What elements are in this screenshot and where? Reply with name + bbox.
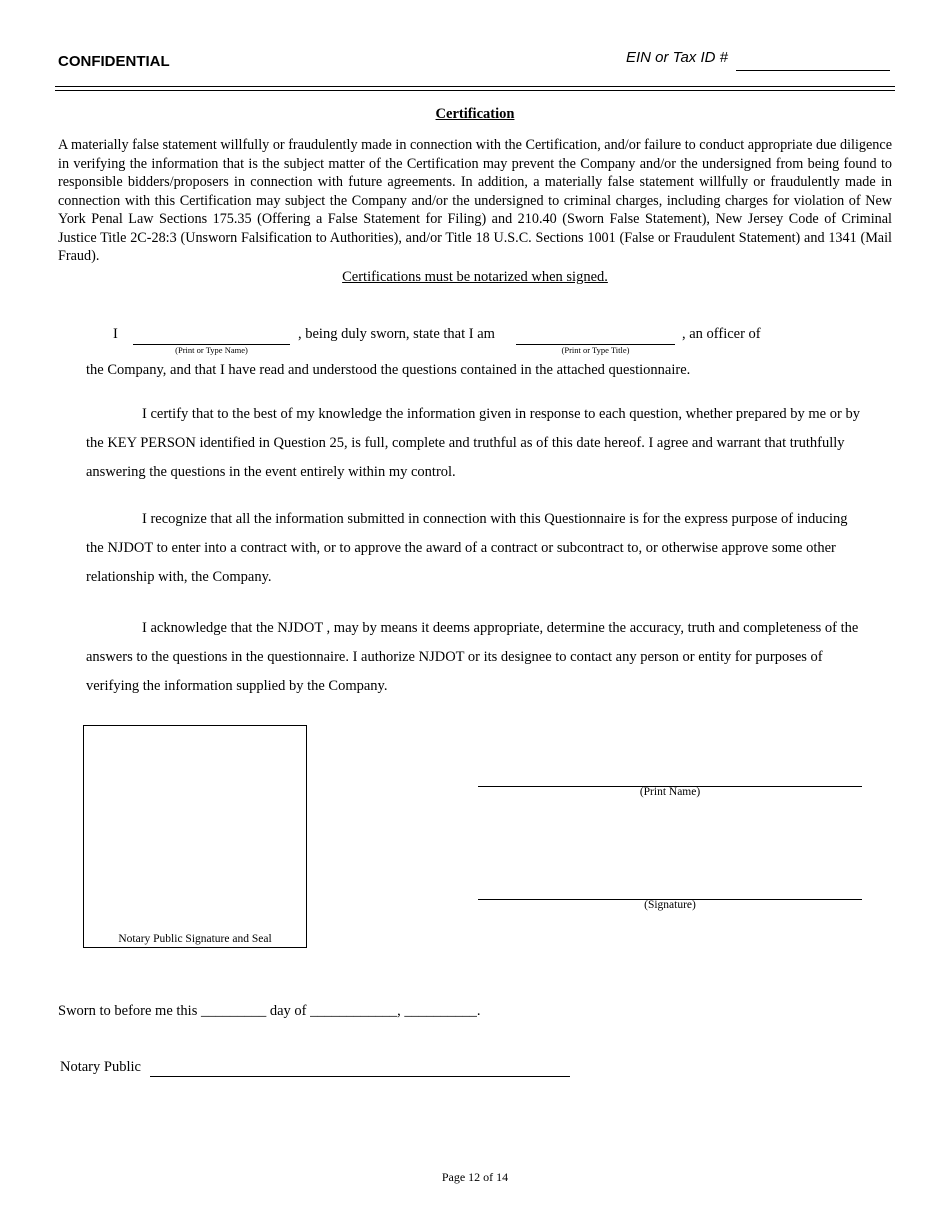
- header-divider-secondary: [55, 90, 895, 91]
- confidential-label: CONFIDENTIAL: [58, 53, 170, 70]
- oath-officer-text: , an officer of: [682, 326, 761, 342]
- ein-label: EIN or Tax ID #: [626, 49, 728, 66]
- sworn-statement: Sworn to before me this _________ day of ____________, __________.: [58, 1003, 481, 1019]
- name-hint: (Print or Type Name): [175, 345, 248, 355]
- ein-input-line[interactable]: [736, 70, 890, 71]
- page-title: Certification: [435, 106, 515, 122]
- notarized-note: Certifications must be notarized when signed.: [342, 269, 608, 285]
- signature-label: (Signature): [644, 899, 696, 911]
- certify-paragraph: I certify that to the best of my knowledge the information given in response to each question, whether prepared by me or by the KEY PERSON identified in Question 25, is full, complete and truthful as of this date hereof. I agree and warrant that truthfully answering the questions in the event entirely within my control.: [86, 406, 860, 480]
- notary-public-line[interactable]: [150, 1076, 570, 1077]
- oath-continuation: the Company, and that I have read and understood the questions contained in the attached questionnaire.: [86, 362, 691, 378]
- header-divider: [55, 86, 895, 87]
- intro-paragraph: A materially false statement willfully or fraudulently made in connection with the Certification, and/or failure to conduct appropriate due diligence in verifying the information that is the subject matter of the Certification may prevent the Company and/or the undersigned from being found to responsible bidders/proposers in connection with future agreements. In addition, a materially false statement willfully or fraudulently made in connection with this Certification may subject the Company and/or the undersigned to criminal charges, including charges for violation of New York Penal Law Sections 175.35 (Offering a False Statement for Filing) and 210.40 (Sworn False Statement), New Jersey Code of Criminal Justice Title 2C-28:3 (Unsworn Falsification to Authorities), and/or Title 18 U.S.C. Sections 1001 (False or Fraudulent Statement) and 1341 (Mail Fraud).: [58, 137, 892, 264]
- title-hint: (Print or Type Title): [561, 345, 630, 355]
- notary-seal-box[interactable]: [83, 725, 307, 948]
- print-name-label: (Print Name): [639, 786, 701, 798]
- page-number: Page 12 of 14: [441, 1170, 509, 1184]
- acknowledge-paragraph: I acknowledge that the NJDOT , may by means it deems appropriate, determine the accuracy, truth and completeness of the answers to the questions in the questionnaire. I authorize NJDOT or its designee to contact any person or entity for purposes of verifying the information supplied by the Company.: [86, 620, 859, 694]
- oath-i: I: [113, 326, 118, 342]
- oath-sworn-text: , being duly sworn, state that I am: [298, 326, 495, 342]
- notary-box-label: Notary Public Signature and Seal: [118, 933, 272, 945]
- notary-public-label: Notary Public: [60, 1059, 141, 1075]
- recognize-paragraph: I recognize that all the information submitted in connection with this Questionnaire is for the express purpose of inducing the NJDOT to enter into a contract with, or to approve the award of a contract or subcontract to, or otherwise approve some other relationship with, the Company.: [86, 511, 848, 585]
